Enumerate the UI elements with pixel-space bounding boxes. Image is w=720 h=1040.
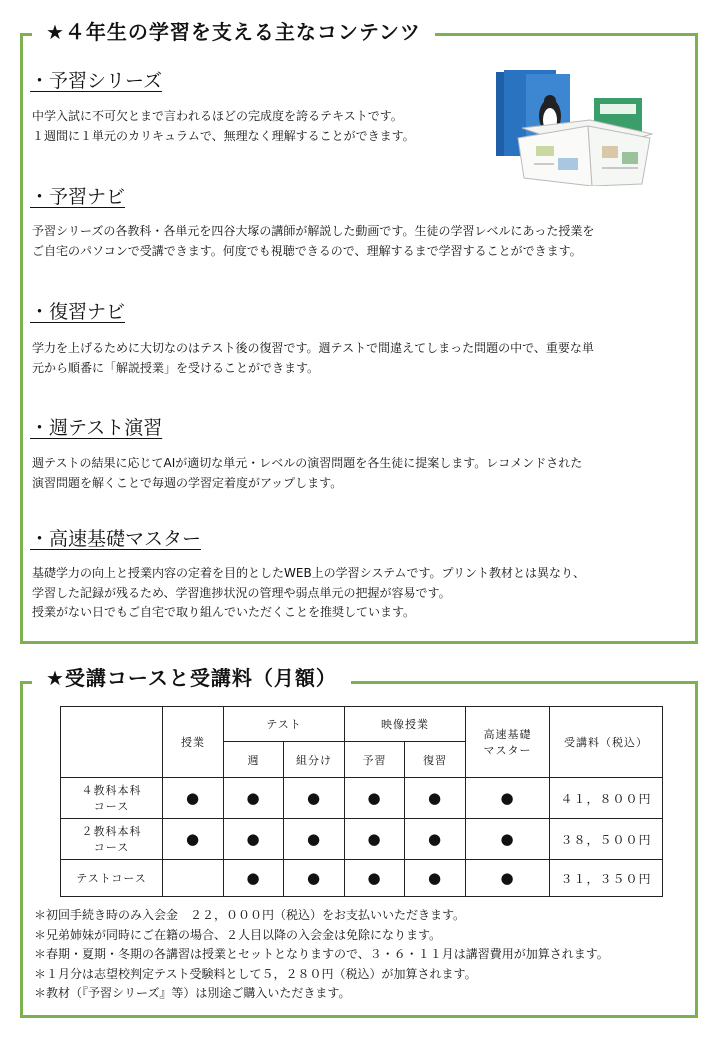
included-mark-lesson: ● — [163, 819, 224, 860]
included-mark-lesson — [163, 860, 224, 897]
included-mark-kiso: ● — [466, 778, 550, 819]
included-mark-grouped: ● — [284, 778, 345, 819]
section-heading-kiso-master: ・高速基礎マスター — [30, 528, 202, 550]
header-video-preview: 予習 — [345, 742, 405, 778]
course-fee: ４１，８００円 — [550, 778, 663, 819]
header-video: 映像授業 — [345, 707, 466, 742]
section-text-fukushu-navi — [32, 339, 594, 378]
courses-title: ★受講コースと受講料（月額） — [32, 665, 351, 691]
section-heading-weekly-test: ・週テスト演習 — [30, 417, 163, 439]
text-line: 基礎学力の向上と授業内容の定着を目的としたWEB上の学習システムです。プリント教材とは異なり、 — [32, 566, 586, 580]
section-heading-fukushu-navi: ・復習ナビ — [30, 301, 126, 323]
header-fee: 受講料（税込） — [550, 707, 663, 778]
note-line: ＊初回手続き時のみ入会金 ２２，０００円（税込）をお支払いいただきます。 — [34, 908, 466, 922]
course-name-line: コース — [93, 800, 130, 813]
included-mark-weekly: ● — [224, 778, 284, 819]
text-line: 授業がない日でもご自宅で取り組んでいただくことを推奨しています。 — [32, 605, 416, 619]
course-name — [61, 819, 163, 860]
course-rows — [61, 778, 663, 897]
header-kiso-line: 高速基礎 — [483, 728, 532, 741]
course-fee: ３８，５００円 — [550, 819, 663, 860]
included-mark-kiso: ● — [466, 819, 550, 860]
course-row — [61, 778, 663, 819]
text-line: ご自宅のパソコンで受講できます。何度でも視聴できるので、理解するまで学習することができます。 — [32, 243, 582, 258]
text-line: １週間に１単元のカリキュラムで、無理なく理解することができます。 — [32, 128, 415, 143]
text-line: 予習シリーズの各教科・各単元を四谷大塚の講師が解説した動画です。生徒の学習レベルにあった授業を — [32, 224, 595, 238]
text-line: 元から順番に「解説授業」を受けることができます。 — [32, 360, 320, 375]
included-mark-weekly: ● — [224, 819, 284, 860]
course-row — [61, 819, 663, 860]
section-text-yoshu-navi — [32, 222, 594, 261]
course-fee: ３１，３５０円 — [550, 860, 663, 897]
header-blank — [61, 707, 163, 778]
included-mark-lesson: ● — [163, 778, 224, 819]
text-line: 演習問題を解くことで毎週の学習定着度がアップします。 — [32, 475, 343, 490]
header-lesson: 授業 — [163, 707, 224, 778]
note-line: ＊１月分は志望校判定テスト受験料として５，２８０円（税込）が加算されます。 — [34, 966, 477, 981]
included-mark-review: ● — [405, 860, 466, 897]
note-line: ＊兄弟姉妹が同時にご在籍の場合、２人目以降の入会金は免除になります。 — [34, 927, 442, 942]
header-kiso-master — [466, 707, 550, 778]
section-text-weekly-test — [32, 454, 582, 493]
course-fee-table — [60, 706, 663, 897]
section-heading-yoshu-navi: ・予習ナビ — [30, 186, 126, 208]
course-row — [61, 860, 663, 897]
text-line: 週テストの結果に応じてAIが適切な単元・レベルの演習問題を各生徒に提案します。レコメンドされた — [32, 456, 583, 470]
course-name-line: テストコース — [76, 872, 147, 885]
included-mark-review: ● — [405, 778, 466, 819]
course-name-line: コース — [93, 841, 130, 854]
included-mark-preview: ● — [345, 778, 405, 819]
header-test-weekly: 週 — [224, 742, 284, 778]
course-name-line: ４教科本科 — [81, 784, 142, 797]
included-mark-grouped: ● — [284, 860, 345, 897]
course-name — [61, 778, 163, 819]
header-test: テスト — [224, 707, 345, 742]
course-name-line: ２教科本科 — [81, 825, 142, 838]
note-line: ＊教材（『予習シリーズ』等）は別途ご購入いただきます。 — [34, 986, 351, 1001]
section-text-yoshu-series — [32, 107, 415, 146]
included-mark-kiso: ● — [466, 860, 550, 897]
fee-notes — [34, 906, 609, 1004]
included-mark-preview: ● — [345, 819, 405, 860]
section-heading-yoshu-series: ・予習シリーズ — [30, 70, 163, 92]
header-kiso-line: マスター — [483, 744, 532, 757]
header-test-grouped: 組分け — [284, 742, 345, 778]
text-line: 学力を上げるために大切なのはテスト後の復習です。週テストで間違えてしまった問題の中で、重要な単 — [32, 341, 594, 355]
included-mark-grouped: ● — [284, 819, 345, 860]
header-video-review: 復習 — [405, 742, 466, 778]
course-name — [61, 860, 163, 897]
text-line: 中学入試に不可欠とまで言われるほどの完成度を誇るテキストです。 — [32, 109, 403, 123]
included-mark-preview: ● — [345, 860, 405, 897]
included-mark-review: ● — [405, 819, 466, 860]
textbook-illustration — [492, 68, 672, 186]
text-line: 学習した記録が残るため、学習進捗状況の管理や弱点単元の把握が容易です。 — [32, 585, 451, 600]
contents-title: ★４年生の学習を支える主なコンテンツ — [32, 19, 435, 45]
section-text-kiso-master — [32, 564, 585, 623]
note-line: ＊春期・夏期・冬期の各講習は授業とセットとなりますので、３・６・１１月は講習費用が加算されます。 — [34, 947, 609, 962]
included-mark-weekly: ● — [224, 860, 284, 897]
